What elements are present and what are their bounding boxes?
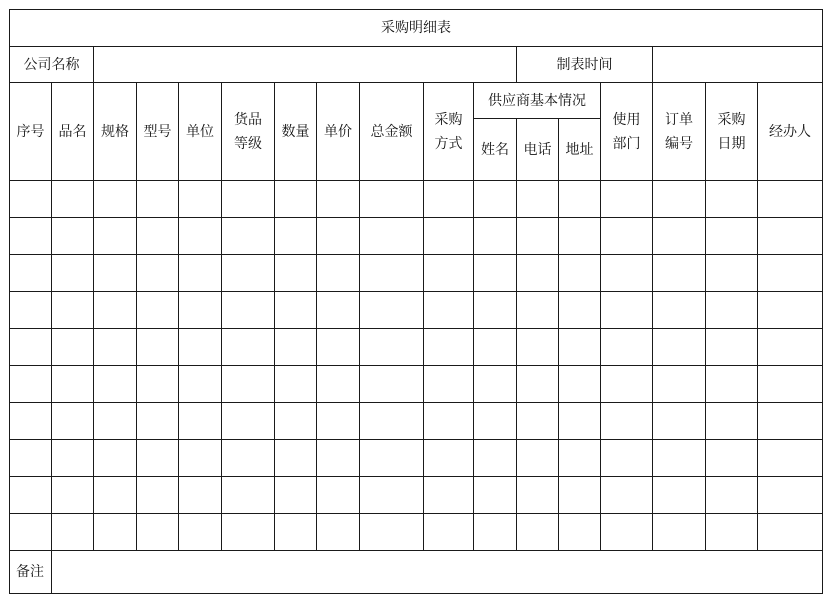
table-cell[interactable] — [10, 181, 52, 218]
table-cell[interactable] — [517, 514, 559, 551]
header-grade: 货品 等级 — [222, 83, 275, 181]
table-cell[interactable] — [559, 255, 601, 292]
table-cell[interactable] — [275, 477, 317, 514]
header-model: 型号 — [137, 83, 179, 181]
table-cell[interactable] — [222, 329, 275, 366]
header-qty: 数量 — [275, 83, 317, 181]
table-cell[interactable] — [179, 255, 222, 292]
header-order-no: 订单 编号 — [653, 83, 706, 181]
table-cell[interactable] — [653, 329, 706, 366]
header-supplier-group: 供应商基本情况 — [474, 83, 601, 119]
table-cell[interactable] — [317, 403, 360, 440]
table-cell[interactable] — [179, 218, 222, 255]
table-cell[interactable] — [601, 181, 653, 218]
table-cell[interactable] — [706, 292, 758, 329]
table-cell[interactable] — [222, 477, 275, 514]
table-cell[interactable] — [360, 477, 424, 514]
table-cell[interactable] — [317, 440, 360, 477]
table-cell[interactable] — [317, 292, 360, 329]
table-cell[interactable] — [601, 255, 653, 292]
table-cell[interactable] — [360, 403, 424, 440]
table-cell[interactable] — [706, 514, 758, 551]
table-cell[interactable] — [94, 514, 137, 551]
table-cell[interactable] — [222, 181, 275, 218]
table-cell[interactable] — [758, 181, 823, 218]
table-cell[interactable] — [94, 218, 137, 255]
table-cell[interactable] — [317, 181, 360, 218]
table-cell[interactable] — [758, 366, 823, 403]
table-cell[interactable] — [275, 255, 317, 292]
table-cell[interactable] — [758, 292, 823, 329]
table-cell[interactable] — [94, 366, 137, 403]
table-cell[interactable] — [10, 366, 52, 403]
table-cell[interactable] — [517, 329, 559, 366]
table-cell[interactable] — [137, 403, 179, 440]
table-cell[interactable] — [706, 366, 758, 403]
table-cell[interactable] — [424, 218, 474, 255]
table-cell[interactable] — [222, 292, 275, 329]
table-cell[interactable] — [10, 255, 52, 292]
table-cell[interactable] — [706, 329, 758, 366]
table-cell[interactable] — [275, 403, 317, 440]
table-cell[interactable] — [706, 255, 758, 292]
remark-label: 备注 — [10, 551, 52, 594]
table-cell[interactable] — [52, 477, 94, 514]
table-cell[interactable] — [275, 292, 317, 329]
table-cell[interactable] — [137, 440, 179, 477]
table-cell[interactable] — [179, 514, 222, 551]
table-cell[interactable] — [517, 366, 559, 403]
table-cell[interactable] — [601, 477, 653, 514]
table-cell[interactable] — [52, 218, 94, 255]
table-cell[interactable] — [94, 440, 137, 477]
table-cell[interactable] — [559, 292, 601, 329]
purchase-table — [9, 9, 823, 594]
table-cell[interactable] — [10, 440, 52, 477]
table-cell[interactable] — [758, 403, 823, 440]
header-supplier-name: 姓名 — [474, 119, 517, 181]
table-cell[interactable] — [517, 292, 559, 329]
table-cell[interactable] — [706, 181, 758, 218]
table-cell[interactable] — [179, 292, 222, 329]
table-cell[interactable] — [601, 403, 653, 440]
table-cell[interactable] — [474, 514, 517, 551]
company-label: 公司名称 — [10, 47, 94, 83]
table-cell[interactable] — [424, 329, 474, 366]
table-cell[interactable] — [474, 329, 517, 366]
table-cell[interactable] — [559, 477, 601, 514]
table-cell[interactable] — [360, 366, 424, 403]
table-cell[interactable] — [94, 329, 137, 366]
table-cell[interactable] — [559, 514, 601, 551]
table-row — [10, 292, 823, 329]
table-cell[interactable] — [137, 181, 179, 218]
table-cell[interactable] — [179, 403, 222, 440]
table-cell[interactable] — [706, 477, 758, 514]
header-supplier-phone: 电话 — [517, 119, 559, 181]
table-cell[interactable] — [474, 218, 517, 255]
table-cell[interactable] — [10, 218, 52, 255]
table-row — [10, 255, 823, 292]
table-cell[interactable] — [137, 477, 179, 514]
table-cell[interactable] — [424, 440, 474, 477]
table-cell[interactable] — [559, 329, 601, 366]
table-cell[interactable] — [179, 366, 222, 403]
table-cell[interactable] — [52, 403, 94, 440]
table-cell[interactable] — [10, 329, 52, 366]
table-cell[interactable] — [601, 514, 653, 551]
table-cell[interactable] — [517, 440, 559, 477]
company-field[interactable] — [94, 47, 517, 83]
table-cell[interactable] — [559, 403, 601, 440]
table-cell[interactable] — [275, 514, 317, 551]
table-cell[interactable] — [653, 366, 706, 403]
table-row — [10, 440, 823, 477]
table-cell[interactable] — [179, 329, 222, 366]
table-cell[interactable] — [52, 255, 94, 292]
table-cell[interactable] — [317, 366, 360, 403]
table-cell[interactable] — [137, 514, 179, 551]
table-row — [10, 366, 823, 403]
table-cell[interactable] — [601, 366, 653, 403]
table-cell[interactable] — [424, 477, 474, 514]
table-cell[interactable] — [758, 477, 823, 514]
table-row — [10, 477, 823, 514]
table-cell[interactable] — [94, 181, 137, 218]
table-cell[interactable] — [222, 218, 275, 255]
table-cell[interactable] — [222, 255, 275, 292]
table-row — [10, 403, 823, 440]
header-total: 总金额 — [360, 83, 424, 181]
table-cell[interactable] — [275, 366, 317, 403]
table-cell[interactable] — [601, 440, 653, 477]
table-cell[interactable] — [474, 440, 517, 477]
table-cell[interactable] — [94, 255, 137, 292]
table-cell[interactable] — [94, 292, 137, 329]
table-cell[interactable] — [360, 181, 424, 218]
table-cell[interactable] — [137, 329, 179, 366]
table-cell[interactable] — [758, 218, 823, 255]
table-cell[interactable] — [52, 366, 94, 403]
table-cell[interactable] — [474, 477, 517, 514]
table-cell[interactable] — [10, 292, 52, 329]
table-cell[interactable] — [559, 440, 601, 477]
table-cell[interactable] — [137, 218, 179, 255]
header-handler: 经办人 — [758, 83, 823, 181]
table-cell[interactable] — [424, 292, 474, 329]
table-cell[interactable] — [360, 292, 424, 329]
table-cell[interactable] — [317, 514, 360, 551]
table-body — [10, 181, 823, 551]
header-seq: 序号 — [10, 83, 52, 181]
date-label: 制表时间 — [517, 47, 653, 83]
table-cell[interactable] — [52, 292, 94, 329]
table-row — [10, 181, 823, 218]
table-row — [10, 329, 823, 366]
table-cell[interactable] — [601, 292, 653, 329]
table-cell[interactable] — [275, 218, 317, 255]
table-cell[interactable] — [653, 218, 706, 255]
table-cell[interactable] — [179, 477, 222, 514]
table-cell[interactable] — [424, 255, 474, 292]
table-cell[interactable] — [706, 440, 758, 477]
table-cell[interactable] — [559, 218, 601, 255]
table-cell[interactable] — [517, 403, 559, 440]
table-cell[interactable] — [137, 255, 179, 292]
table-cell[interactable] — [52, 181, 94, 218]
table-cell[interactable] — [706, 403, 758, 440]
table-cell[interactable] — [653, 292, 706, 329]
table-cell[interactable] — [653, 403, 706, 440]
table-cell[interactable] — [758, 255, 823, 292]
table-cell[interactable] — [653, 255, 706, 292]
header-price: 单价 — [317, 83, 360, 181]
header-name: 品名 — [52, 83, 94, 181]
table-cell[interactable] — [94, 477, 137, 514]
header-unit: 单位 — [179, 83, 222, 181]
table-cell[interactable] — [517, 255, 559, 292]
table-cell[interactable] — [137, 292, 179, 329]
table-cell[interactable] — [653, 440, 706, 477]
table-cell[interactable] — [52, 440, 94, 477]
table-cell[interactable] — [10, 403, 52, 440]
table-row — [10, 514, 823, 551]
table-cell[interactable] — [10, 477, 52, 514]
table-cell[interactable] — [52, 329, 94, 366]
table-cell[interactable] — [222, 440, 275, 477]
table-cell[interactable] — [601, 218, 653, 255]
table-cell[interactable] — [317, 329, 360, 366]
table-cell[interactable] — [758, 329, 823, 366]
remark-field[interactable] — [52, 551, 823, 594]
table-cell[interactable] — [758, 514, 823, 551]
table-cell[interactable] — [10, 514, 52, 551]
table-cell[interactable] — [275, 440, 317, 477]
header-spec: 规格 — [94, 83, 137, 181]
header-supplier-address: 地址 — [559, 119, 601, 181]
table-cell[interactable] — [317, 218, 360, 255]
table-cell[interactable] — [179, 440, 222, 477]
table-cell[interactable] — [517, 181, 559, 218]
table-cell[interactable] — [653, 514, 706, 551]
table-cell[interactable] — [424, 403, 474, 440]
header-dept: 使用 部门 — [601, 83, 653, 181]
date-field[interactable] — [653, 47, 823, 83]
header-purchase-date: 采购 日期 — [706, 83, 758, 181]
table-cell[interactable] — [758, 440, 823, 477]
table-cell[interactable] — [424, 514, 474, 551]
table-cell[interactable] — [275, 329, 317, 366]
table-cell[interactable] — [179, 181, 222, 218]
table-cell[interactable] — [601, 329, 653, 366]
table-cell[interactable] — [137, 366, 179, 403]
table-cell[interactable] — [517, 477, 559, 514]
header-method: 采购 方式 — [424, 83, 474, 181]
table-cell[interactable] — [559, 181, 601, 218]
table-cell[interactable] — [559, 366, 601, 403]
table-cell[interactable] — [52, 514, 94, 551]
table-cell[interactable] — [317, 255, 360, 292]
table-cell[interactable] — [222, 366, 275, 403]
table-cell[interactable] — [424, 366, 474, 403]
form-title: 采购明细表 — [10, 10, 823, 47]
table-cell[interactable] — [317, 477, 360, 514]
table-cell[interactable] — [474, 292, 517, 329]
table-cell[interactable] — [360, 255, 424, 292]
table-cell[interactable] — [474, 366, 517, 403]
table-cell[interactable] — [653, 477, 706, 514]
table-cell[interactable] — [474, 255, 517, 292]
purchase-detail-form — [9, 9, 823, 594]
table-cell[interactable] — [94, 403, 137, 440]
table-row — [10, 218, 823, 255]
table-cell[interactable] — [706, 218, 758, 255]
table-cell[interactable] — [222, 514, 275, 551]
table-cell[interactable] — [275, 181, 317, 218]
table-cell[interactable] — [360, 514, 424, 551]
table-cell[interactable] — [222, 403, 275, 440]
table-cell[interactable] — [424, 181, 474, 218]
table-cell[interactable] — [360, 329, 424, 366]
table-cell[interactable] — [474, 181, 517, 218]
table-cell[interactable] — [474, 403, 517, 440]
table-cell[interactable] — [517, 218, 559, 255]
table-cell[interactable] — [360, 440, 424, 477]
table-cell[interactable] — [653, 181, 706, 218]
table-cell[interactable] — [360, 218, 424, 255]
